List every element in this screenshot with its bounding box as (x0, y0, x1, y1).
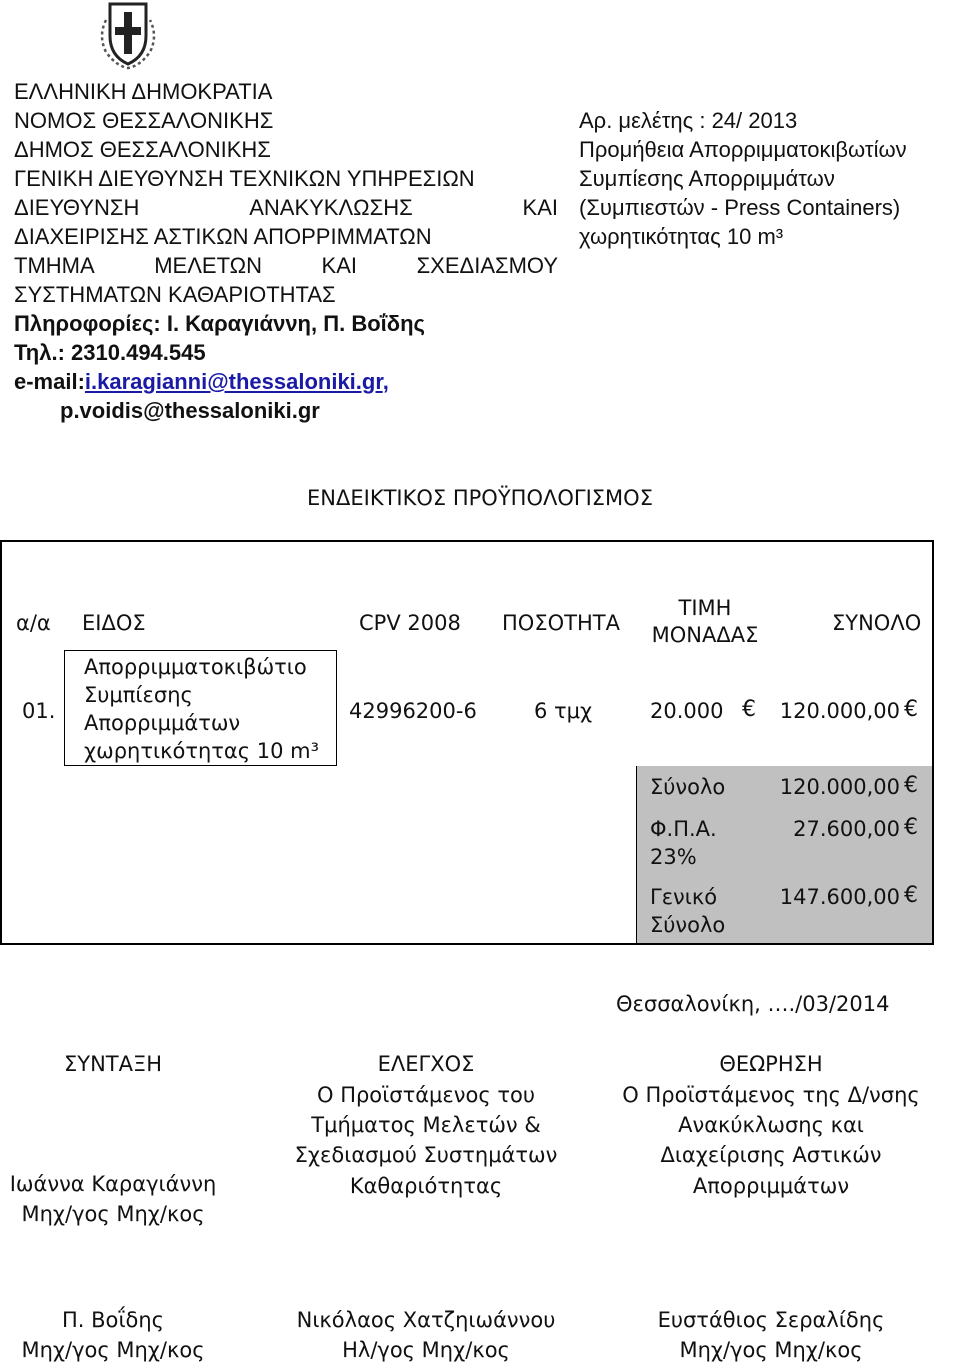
header-line-general-directorate: ΓΕΝΙΚΗ ΔΙΕΥΘΥΝΣΗ ΤΕΧΝΙΚΩΝ ΥΠΗΡΕΣΙΩΝ (14, 166, 475, 191)
subtotal-value: 120.000,00 (779, 775, 900, 799)
compose-role-1: Μηχ/γος Μηχ/κος (21, 1202, 205, 1226)
approve-role: Μηχ/γος Μηχ/κος (679, 1338, 863, 1362)
euro-sign-unit: € (742, 697, 756, 722)
contact-phone: Τηλ.: 2310.494.545 (14, 340, 206, 365)
row-aa: 01. (22, 699, 56, 723)
row-item-line-3: Απορριμμάτων (84, 711, 241, 735)
approve-title: ΘΕΩΡΗΣΗ (719, 1052, 823, 1076)
study-subject-line-4: χωρητικότητας 10 m³ (579, 224, 784, 249)
contact-info: Πληροφορίες: Ι. Καραγιάννη, Π. Βοΐδης (14, 311, 425, 336)
place-date: Θεσσαλονίκη, …./03/2014 (616, 992, 890, 1016)
study-subject-line-3: (Συμπιεστών - Press Containers) (579, 195, 901, 220)
vat-label-1: Φ.Π.Α. (650, 817, 717, 841)
approve-line-4: Απορριμμάτων (692, 1174, 850, 1198)
check-title: ΕΛΕΓΧΟΣ (377, 1052, 475, 1076)
doc-title: ΕΝΔΕΙΚΤΙΚΟΣ ΠΡΟΫΠΟΛΟΓΙΣΜΟΣ (307, 486, 653, 510)
header-line-cleaning-systems: ΣΥΣΤΗΜΑΤΩΝ ΚΑΘΑΡΙΟΤΗΤΑΣ (14, 282, 336, 307)
vat-label-2: 23% (650, 845, 697, 869)
row-item-line-2: Συμπίεσης (84, 683, 193, 707)
check-line-4: Καθαριότητας (349, 1174, 503, 1198)
row-item-line-4: χωρητικότητας 10 m³ (84, 739, 320, 763)
header-line-country: ΕΛΛΗΝΙΚΗ ΔΗΜΟΚΡΑΤΙΑ (14, 79, 273, 104)
header-line-municipality: ΔΗΜΟΣ ΘΕΣΣΑΛΟΝΙΚΗΣ (14, 137, 271, 162)
euro-sign-row-total: € (904, 697, 918, 722)
email-link-karagianni[interactable]: i.karagianni@thessaloniki.gr (84, 369, 383, 394)
col-header-unit-price-1: ΤΙΜΗ (678, 596, 732, 620)
row-qty: 6 τμχ (534, 699, 593, 723)
col-header-aa: α/α (16, 611, 51, 635)
hellenic-coat-of-arms-icon (96, 0, 160, 70)
compose-title: ΣΥΝΤΑΞΗ (63, 1052, 163, 1076)
approve-line-3: Διαχείρισης Αστικών (660, 1143, 882, 1167)
row-item-line-1: Απορριμματοκιβώτιο (84, 655, 307, 679)
header-line-prefecture: ΝΟΜΟΣ ΘΕΣΣΑΛΟΝΙΚΗΣ (14, 108, 274, 133)
contact-email-line: e-mail:i.karagianni@thessaloniki.gr, (14, 369, 389, 394)
check-name: Νικόλαος Χατζηιωάννου (296, 1308, 556, 1332)
col-header-cpv: CPV 2008 (359, 611, 461, 635)
study-subject-line-1: Προμήθεια Απορριμματοκιβωτίων (579, 137, 907, 162)
study-subject-line-2: Συμπίεσης Απορριμμάτων (579, 166, 835, 191)
row-cpv: 42996200-6 (349, 699, 477, 723)
approve-name: Ευστάθιος Σεραλίδης (657, 1308, 885, 1332)
grand-total-value: 147.600,00 (779, 885, 900, 909)
header-line-waste-management: ΔΙΑΧΕΙΡΙΣΗΣ ΑΣΤΙΚΩΝ ΑΠΟΡΡΙΜΜΑΤΩΝ (14, 224, 432, 249)
check-line-2: Τμήματος Μελετών & (311, 1113, 541, 1137)
euro-sign-grand-total: € (904, 883, 918, 908)
check-line-1: Ο Προϊστάμενος του (316, 1083, 535, 1107)
euro-sign-vat: € (904, 815, 918, 840)
grand-total-label-2: Σύνολο (650, 913, 726, 937)
compose-name-1: Ιωάννα Καραγιάννη (9, 1172, 217, 1196)
study-number: Αρ. μελέτης : 24/ 2013 (579, 108, 798, 133)
compose-name-2: Π. Βοΐδης (62, 1308, 164, 1332)
col-header-total: ΣΥΝΟΛΟ (832, 611, 922, 635)
header-line-directorate: ΔΙΕΥΘΥΝΣΗ ΑΝΑΚΥΚΛΩΣΗΣ ΚΑΙ (14, 195, 558, 220)
col-header-qty: ΠΟΣΟΤΗΤΑ (502, 611, 620, 635)
euro-sign-subtotal: € (904, 773, 918, 798)
check-role: Ηλ/γος Μηχ/κος (342, 1338, 510, 1362)
vat-value: 27.600,00 (793, 817, 900, 841)
subtotal-label: Σύνολο (650, 775, 726, 799)
compose-role-2: Μηχ/γος Μηχ/κος (21, 1338, 205, 1362)
col-header-unit-price-2: ΜΟΝΑΔΑΣ (651, 623, 759, 647)
col-header-item: ΕΙΔΟΣ (82, 611, 146, 635)
header-line-department: ΤΜΗΜΑ ΜΕΛΕΤΩΝ ΚΑΙ ΣΧΕΔΙΑΣΜΟΥ (14, 253, 558, 278)
row-unit-price: 20.000 (650, 699, 724, 723)
grand-total-label-1: Γενικό (650, 885, 718, 909)
check-line-3: Σχεδιασμού Συστημάτων (294, 1143, 558, 1167)
email-link-voidis[interactable]: p.voidis@thessaloniki.gr (60, 398, 320, 423)
approve-line-2: Ανακύκλωσης και (678, 1113, 864, 1137)
approve-line-1: Ο Προϊστάμενος της Δ/νσης (622, 1083, 920, 1107)
row-total: 120.000,00 (779, 699, 900, 723)
